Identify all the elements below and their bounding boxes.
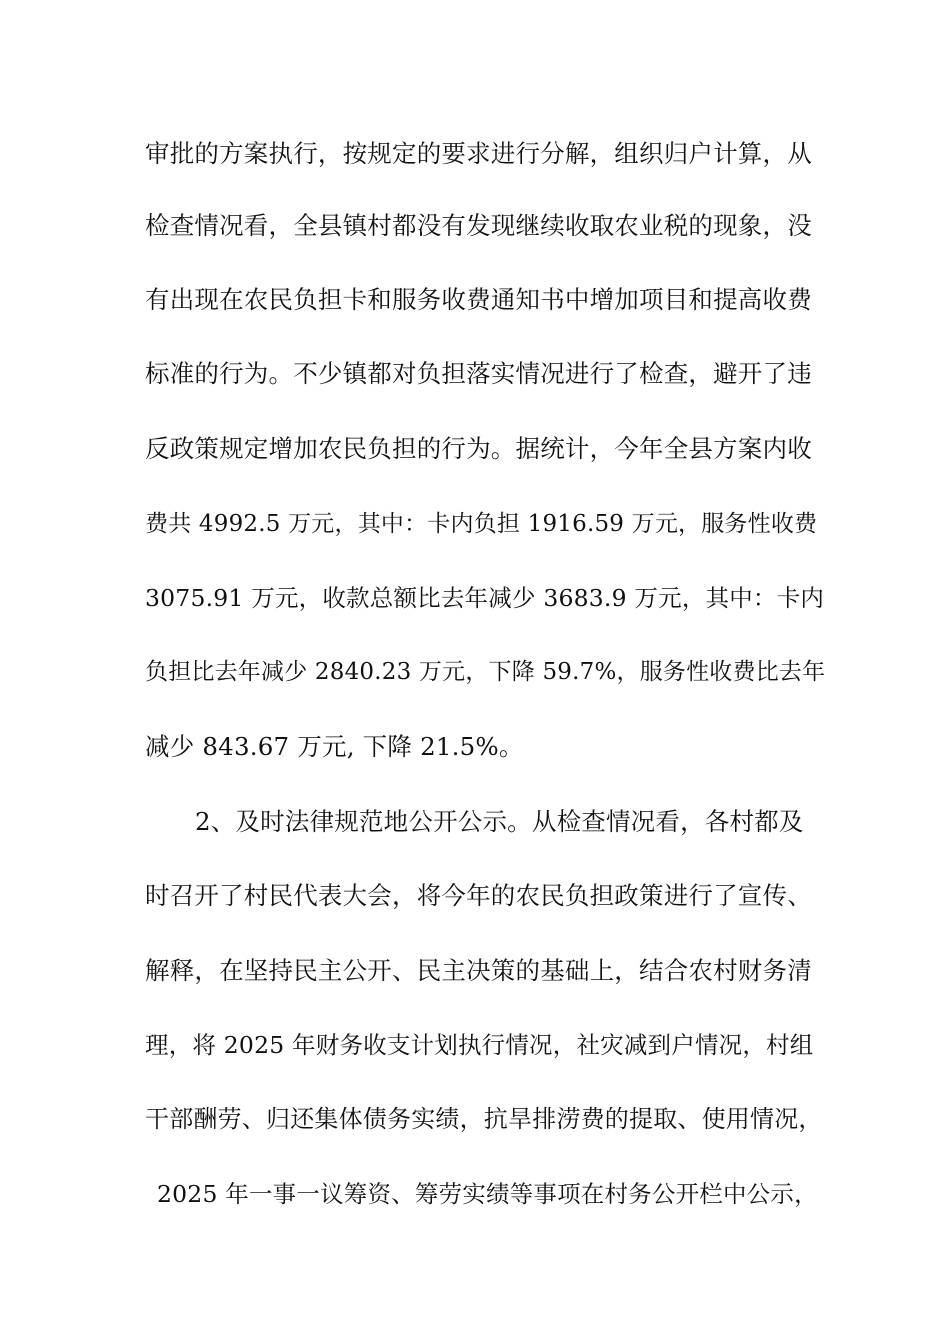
paragraph-line: 理，将 2025 年财务收支计划执行情况，社灾减到户情况，村组: [145, 1031, 814, 1059]
paragraph-line: 时召开了村民代表大会，将今年的农民负担政策进行了宣传、: [145, 881, 812, 910]
paragraph-line: 标准的行为。不少镇都对负担落实情况进行了检查，避开了违: [145, 359, 812, 388]
paragraph-line: 2、及时法律规范地公开公示。从检查情况看，各村都及: [195, 807, 804, 836]
paragraph-line: 反政策规定增加农民负担的行为。据统计，今年全县方案内收: [145, 434, 812, 463]
paragraph-line: 3075.91 万元，收款总额比去年减少 3683.9 万元，其中：卡内: [145, 584, 825, 612]
paragraph-line: 有出现在农民负担卡和服务收费通知书中增加项目和提高收费: [145, 285, 812, 314]
paragraph-line: 减少 843.67 万元, 下降 21.5%。: [145, 732, 524, 761]
paragraph-line: 费共 4992.5 万元，其中：卡内负担 1916.59 万元，服务性收费: [145, 511, 818, 537]
paragraph-line: 检查情况看，全县镇村都没有发现继续收取农业税的现象，没: [145, 211, 812, 240]
paragraph-line: 2025 年一事一议筹资、筹劳实绩等事项在村务公开栏中公示，: [157, 1180, 818, 1208]
paragraph-line: 负担比去年减少 2840.23 万元，下降 59.7%，服务性收费比去年: [145, 659, 826, 685]
paragraph-line: 解释，在坚持民主公开、民主决策的基础上，结合农村财务清: [145, 956, 812, 985]
paragraph-line: 审批的方案执行，按规定的要求进行分解，组织归户计算，从: [145, 139, 812, 168]
paragraph-line: 干部酬劳、归还集体债务实绩，抗旱排涝费的提取、使用情况，: [145, 1105, 823, 1133]
